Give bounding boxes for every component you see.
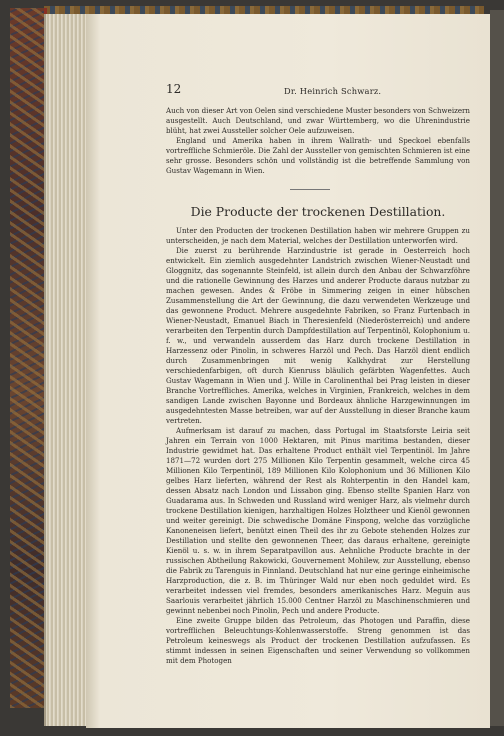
book-page — [86, 14, 490, 728]
page-number: 12 — [166, 82, 182, 96]
intro-text — [166, 106, 470, 176]
paragraph: England und Amerika haben in ihrem Wallrath- und Speckoel ebenfalls vortreffliche Schmieröle. Die Zahl der Aussteller von gemischten Schmieren ist eine sehr grosse. Besonders schön und vollständig ist die betreffende Sammlung von Gustav Wagemann in Wien. — [166, 136, 470, 175]
body-text — [166, 226, 470, 666]
page-edges — [44, 14, 90, 726]
section-title: Die Producte der trockenen Destillation. — [190, 204, 446, 219]
marbled-fore-edge — [10, 8, 47, 708]
paragraph: Die zuerst zu berührende Harzindustrie ist gerade in Oesterreich hoch entwickelt. Ein ziemlich ausgedehnter Landstrich zwischen Wiener-Neustadt und Gloggnitz, das sogenannte Steinfeld, ist allein durch den Anbau der Schwarzföhre und die rationelle Gewinnung des Harzes und anderer Producte daraus nutzbar zu machen gewesen. Andes & Fröbe in Simmering zeigen in einer hübschen Zusammenstellung die Art der Gewinnung, die dazu verwendeten Werkzeuge und das gewonnene Product. Mehrere ausgedehnte Fabriken, so Franz Furtenbach in Wiener-Neustadt, Emanuel Biach in Theresienfeld (Niederösterreich) und andere verarbeiten den Terpentin durch Dampfdestillation auf Terpentinöl, Kolophonium u. f. w., und verwandeln ausserdem das Harz durch trockene Destillation in Harzessenz oder Pinolin, in schweres Harzöl und Pech. Das Harzöl dient endlich durch Zusammenbringen mit wenig Kalkhydrat zur Herstellung verschiedenfarbigen, oft durch Kienruss bläulich gefärbten Wagenfettes. Auch Gustav Wagemann in Wien und J. Wille in Carolinenthal bei Prag leisten in dieser Branche Vortreffliches. Amerika, welches in Virginien, Frankreich, welches in dem sandigen Lande zwischen Bayonne und Bordeaux ähnliche Harzgewinnungen im ausgedehntesten Masse betreiben, war auf der Ausstellung in dieser Branche kaum vertreten. — [166, 246, 470, 425]
section-divider — [290, 189, 330, 190]
paragraph: Auch von dieser Art von Oelen sind verschiedene Muster besonders von Schweizern ausgestellt. Auch Deutschland, und zwar Württemberg, wo die Uhrenindustrie blüht, hat zwei Aussteller solcher Oele aufzuweisen. — [166, 106, 470, 135]
right-binding-edge — [490, 10, 504, 726]
running-title: Dr. Heinrich Schwarz. — [284, 86, 382, 96]
paragraph: Unter den Producten der trockenen Destillation haben wir mehrere Gruppen zu unterscheiden, je nach dem Material, welches der Destillation unterworfen wird. — [166, 226, 470, 245]
paragraph: Aufmerksam ist darauf zu machen, dass Portugal im Staatsforste Leiria seit Jahren ein Terrain von 1000 Hektaren, mit Pinus maritima bestanden, dieser Industrie gewidmet hat. Das erhaltene Product enthält viel Terpentinöl. Im Jahre 1871—72 wurden dort 275 Millionen Kilo Terpentin gesammelt, welche circa 45 Millionen Kilo Terpentinöl, 189 Millionen Kilo Kolophonium und 36 Millionen Kilo gelbes Harz lieferten, während der Rest als Rohterpentin in den Handel kam, dessen Absatz nach London und Lissabon ging. Ebenso stellte Spanien Harz von Guadarama aus. In Schweden und Russland wird weniger Harz, als vielmehr durch trockene Destillation kienigen, harzhaltigen Holzes Holztheer und Kienöl gewonnen und weiter gereinigt. Die schwedische Domäne Finspong, welche das vorzügliche Kanoneneisen liefert, benützt einen Theil des ihr zu Gebote stehenden Holzes zur Destillation und stellte den gewonnenen Theer, das daraus erhaltene, gereinigte Kienöl u. s. w. in ihrem Separatpavillon aus. Aehnliche Producte brachte in der russischen Abtheilung Rakowicki, Gouvernement Mohilew, zur Ausstellung, ebenso die Fabrik zu Tarenguis in Finnland. Deutschland hat nur eine geringe einheimische Harzproduction, die z. B. im Thüringer Wald nur eben noch geduldet wird. Es verarbeitet indessen viel fremdes, besonders amerikanisches Harz. Meguin aus Saarlouis verarbeitet jährlich 15.000 Centner Harzöl zu Maschinenschmieren und gewinnt nebenbei noch Pinolin, Pech und andere Producte. — [166, 426, 470, 615]
paragraph: Eine zweite Gruppe bilden das Petroleum, das Photogen und Paraffin, diese vortrefflichen Beleuchtungs-Kohlenwasserstoffe. Streng genommen ist das Petroleum keineswegs als Product der trockenen Destillation aufzufassen. Es stimmt indessen in seinen Eigenschaften und seiner Verwendung so vollkommen mit dem Photogen — [166, 616, 470, 665]
